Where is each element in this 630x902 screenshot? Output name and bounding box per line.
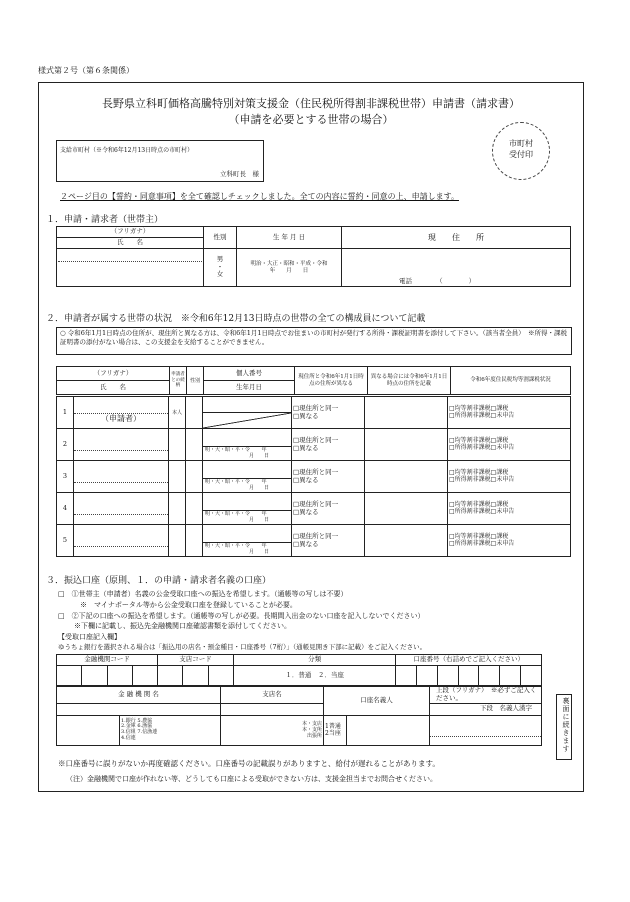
tax-option-1[interactable]: □均等割非課税□課税 <box>449 436 509 444</box>
address-check[interactable] <box>292 397 365 429</box>
branch-type-2: 本・支所 <box>301 727 322 734</box>
address-check[interactable] <box>292 525 365 557</box>
tax-option-2[interactable]: □所得割非課税□未申告 <box>449 475 515 483</box>
diff-addr-option[interactable]: □異なる <box>293 443 319 452</box>
category-options[interactable]: １．普通 ２．当座 <box>233 666 396 686</box>
form-number: 様式第２号（第６条関係） <box>38 66 134 75</box>
confirm-statement: ２ページ目の【誓約・同意事項】を全て確認しチェックしました。全ての内容に誓約・同意の上、申請します。 <box>60 192 459 201</box>
tax-option-2[interactable]: □所得割非課税□未申告 <box>449 507 515 515</box>
branch-code-header: 支店コード <box>158 655 234 666</box>
phone-label: 電話 <box>399 277 412 286</box>
prior-address-field[interactable] <box>365 429 448 461</box>
account-header: 口座番号（右詰めでご記入ください） <box>396 655 542 666</box>
notice-box: ○ 令和6年1月1日時点の住所が、現住所と異なる方は、令和6年1月1日時点でお住まいの市町村が発行する所得・課税証明書を添付して下さい。（該当者全員） ※所得・課税証明書の添付がない場合は、この支援金を支給することができません。 <box>56 327 572 355</box>
bank-name-field[interactable] <box>57 715 120 745</box>
row-number: 3 <box>57 461 74 493</box>
birth-field[interactable] <box>203 525 292 557</box>
section2-subtitle: ※令和6年12月13日時点の世帯の全ての構成員について記載 <box>180 314 426 324</box>
tax-option-2[interactable]: □所得割非課税□未申告 <box>449 411 515 419</box>
bank-type-options[interactable] <box>120 715 221 745</box>
member-name-field[interactable] <box>74 525 169 557</box>
same-addr-option[interactable]: □現住所と同一 <box>293 499 339 508</box>
prior-address-field[interactable] <box>365 525 448 557</box>
month-day: 月 日 <box>249 548 270 555</box>
reception-stamp-area <box>492 122 550 180</box>
diff-addr-option[interactable]: □異なる <box>293 411 319 420</box>
section2-title-text: ２．申請者が属する世帯の状況 <box>46 314 173 324</box>
acct-4[interactable] <box>458 666 479 686</box>
row-number: 2 <box>57 429 74 461</box>
acct-3[interactable] <box>437 666 458 686</box>
bank-name-table <box>56 686 542 746</box>
applicant-name-field[interactable] <box>57 249 204 287</box>
h-birth: 生年月日 <box>204 381 295 395</box>
household-row <box>56 428 571 461</box>
same-addr-option[interactable]: □現住所と同一 <box>293 435 339 444</box>
acct-1[interactable] <box>396 666 417 686</box>
holder-name-field[interactable] <box>430 715 542 745</box>
furigana-header: （フリガナ） <box>57 227 204 238</box>
option1[interactable]: □ ①世帯主（申請者）名義の公金受取口座への振込を希望します。（通帳等の写しは不要） <box>58 590 348 598</box>
member-gender[interactable] <box>186 493 203 525</box>
bank-type-3: 3.信組 <box>121 729 136 736</box>
address-check[interactable] <box>292 429 365 461</box>
bank-code-header: 金融機関コード <box>57 655 158 666</box>
gender-header: 性別 <box>204 227 237 249</box>
member-relation[interactable]: 本人 <box>169 397 186 429</box>
bank-type-6: 6.漁協 <box>137 723 153 730</box>
lower-label: 下段 名義人漢字 <box>430 703 542 715</box>
acct-2[interactable] <box>417 666 438 686</box>
prior-address-field[interactable] <box>365 493 448 525</box>
tax-status[interactable] <box>448 429 571 461</box>
member-gender[interactable] <box>186 397 203 429</box>
acct-type-options[interactable] <box>324 715 347 745</box>
birth-header: 生 年 月 日 <box>237 227 342 249</box>
year-label: 年 <box>261 446 267 453</box>
h-relation: 申請者との続柄 <box>170 367 187 395</box>
h-addr-diff: 異なる場合には令和6年1月1日時点の住所を記載 <box>368 367 451 395</box>
account-note: （注）金融機関で口座が作れない等、どうしても口座による受取ができない方は、支援金担当までお問合せください。 <box>66 775 437 783</box>
member-relation[interactable] <box>169 429 186 461</box>
addressee-label: 支給市町村（※令和6年12月13日時点の市町村） <box>60 147 194 154</box>
diff-addr-option[interactable]: □異なる <box>293 539 319 548</box>
acct-5[interactable] <box>479 666 500 686</box>
bank-code-2[interactable] <box>82 666 107 686</box>
account-warning: ※口座番号に誤りがないか再度確認ください。口座番号の記載誤りがありますと、給付が遅れることがあります。 <box>58 759 440 768</box>
gender-female: 女 <box>216 270 224 279</box>
section3-title: ３．振込口座（原則、１．の申請・請求者名義の口座） <box>46 576 272 586</box>
address-header: 現 住 所 <box>342 227 571 249</box>
era-short: 明・大・昭・平・令 <box>205 478 251 485</box>
applicant-table <box>56 226 571 287</box>
address-check[interactable] <box>292 493 365 525</box>
h-gender: 性別 <box>187 367 204 395</box>
address-check[interactable] <box>292 461 365 493</box>
h-tax: 令和6年度住民税均等割課税状況 <box>451 367 571 395</box>
member-gender[interactable] <box>186 461 203 493</box>
tax-status[interactable] <box>448 525 571 557</box>
option2[interactable]: □ ②下記の口座への振込を希望します。（通帳等の写しが必要。長期間入出金のない口座を記入しないでください） <box>58 612 425 620</box>
member-relation[interactable] <box>169 493 186 525</box>
row-number: 4 <box>57 493 74 525</box>
option2-note: ※下欄に記載し、振込先金融機関口座確認書類を添付してください。 <box>74 622 291 630</box>
bank-type-5: 5.農協 <box>137 717 153 724</box>
bank-type-1: 1.銀行 <box>121 717 136 724</box>
era-short: 明・大・昭・平・令 <box>205 510 251 517</box>
birth-ymd: 年 月 日 <box>269 267 309 274</box>
yucho-note: ゆうちょ銀行を選択される場合は「振込用の店名・預金種目・口座番号（7桁）」（通帳見開き下部に記載）をご記入ください。 <box>58 643 427 651</box>
tax-option-1[interactable]: □均等割非課税□課税 <box>449 468 509 476</box>
branch-name-header: 支店名 <box>221 687 324 704</box>
bank-table <box>56 654 542 686</box>
diff-addr-option[interactable]: □異なる <box>293 475 319 484</box>
branch-code-3[interactable] <box>208 666 233 686</box>
h-addr-same: 現住所と令和6年1月1日時点の住所が異なる <box>295 367 368 395</box>
household-table <box>56 366 571 395</box>
month-day: 月 日 <box>249 484 270 491</box>
stamp-line1: 市町村 <box>509 139 533 148</box>
month-day: 月 日 <box>249 452 270 459</box>
same-addr-option[interactable]: □現住所と同一 <box>293 403 339 412</box>
member-name-field[interactable] <box>74 397 169 429</box>
same-addr-option[interactable]: □現住所と同一 <box>293 467 339 476</box>
year-label: 年 <box>261 478 267 485</box>
bank-code-1[interactable] <box>57 666 82 686</box>
branch-type-3: 出張所 <box>306 733 322 740</box>
tax-option-2[interactable]: □所得割非課税□未申告 <box>449 539 515 547</box>
acct-type-2: 2当座 <box>325 730 341 738</box>
tax-status[interactable] <box>448 493 571 525</box>
tax-status[interactable] <box>448 397 571 429</box>
holder-field[interactable] <box>347 715 430 745</box>
upper-label: 上段（フリガナ） ※必ずご記入ください。 <box>430 687 542 704</box>
bank-type-7: 7.信漁連 <box>137 729 158 736</box>
tax-option-1[interactable]: □均等割非課税□課税 <box>449 532 509 540</box>
bank-type-2: 2.金庫 <box>121 723 136 730</box>
branch-code-1[interactable] <box>158 666 183 686</box>
acct-7[interactable] <box>520 666 541 686</box>
gender-male: 男 <box>216 254 224 263</box>
form-title: 長野県立科町価格高騰特別対策支援金（住民税所得割非課税世帯）申請書（請求書） <box>102 97 520 110</box>
acct-6[interactable] <box>500 666 521 686</box>
h-name: 氏 名 <box>57 381 170 395</box>
era-short: 明・大・昭・平・令 <box>205 542 251 549</box>
member-name-field[interactable] <box>74 429 169 461</box>
tax-status[interactable] <box>448 461 571 493</box>
prior-address-field[interactable] <box>365 461 448 493</box>
same-addr-option[interactable]: □現住所と同一 <box>293 531 339 540</box>
household-row <box>56 396 571 429</box>
era-options: 明治・大正・昭和・平成・令和 <box>250 260 328 267</box>
tax-option-1[interactable]: □均等割非課税□課税 <box>449 404 509 412</box>
bank-type-4: 4.信連 <box>121 734 136 741</box>
h-mynumber: 個人番号 <box>204 367 295 381</box>
birth-field[interactable] <box>203 493 292 525</box>
tax-option-1[interactable]: □均等割非課税□課税 <box>449 500 509 508</box>
stamp-line2: 受付印 <box>509 150 533 159</box>
branch-code-2[interactable] <box>183 666 208 686</box>
bank-code-4[interactable] <box>132 666 157 686</box>
name-header: 氏 名 <box>57 238 204 249</box>
era-short: 明・大・昭・平・令 <box>205 446 251 453</box>
addressee-mayor: 立科町長 様 <box>220 170 259 178</box>
row-number: 5 <box>57 525 74 557</box>
member-gender[interactable] <box>186 525 203 557</box>
birth-field[interactable] <box>203 461 292 493</box>
member-name: （申請者） <box>101 413 141 423</box>
member-relation[interactable] <box>169 525 186 557</box>
household-row <box>56 460 571 493</box>
member-name-field[interactable] <box>74 461 169 493</box>
gender-field[interactable] <box>204 249 237 287</box>
birth-field[interactable] <box>203 429 292 461</box>
acct-type-1: 1普通 <box>325 722 341 730</box>
entry-title: 【受取口座記入欄】 <box>58 633 121 641</box>
section2-title <box>46 311 425 324</box>
address-field[interactable] <box>342 249 571 287</box>
member-relation[interactable] <box>169 461 186 493</box>
form-subtitle: （申請を必要とする世帯の場合） <box>228 113 394 126</box>
birth-field[interactable] <box>203 397 292 429</box>
row-number: 1 <box>57 397 74 429</box>
household-row <box>56 492 571 525</box>
month-day: 月 日 <box>249 516 270 523</box>
continue-note: 裏面に続きます <box>556 694 572 760</box>
category-header: 分類 <box>233 655 396 666</box>
h-furigana: （フリガナ） <box>57 367 170 381</box>
diff-addr-option[interactable]: □異なる <box>293 507 319 516</box>
prior-address-field[interactable] <box>365 397 448 429</box>
addressee-box <box>56 140 264 182</box>
option1-note: ※ マイナポータル等から公金受取口座を登録していることが必要。 <box>80 601 297 609</box>
branch-type-1: 本・支店 <box>301 721 322 728</box>
tax-option-2[interactable]: □所得割非課税□未申告 <box>449 443 515 451</box>
holder-header: 口座名義人 <box>324 687 430 716</box>
member-name-field[interactable] <box>74 493 169 525</box>
phone-field[interactable]: （ ） <box>436 277 476 286</box>
member-gender[interactable] <box>186 429 203 461</box>
bank-name-header: 金 融 機 関 名 <box>57 687 221 704</box>
year-label: 年 <box>261 542 267 549</box>
gender-dot: ・ <box>216 262 224 271</box>
bank-code-3[interactable] <box>107 666 132 686</box>
section1-title: １．申請・請求者（世帯主） <box>46 215 164 225</box>
birth-field[interactable] <box>237 249 342 287</box>
year-label: 年 <box>261 510 267 517</box>
branch-type-options[interactable] <box>221 715 324 745</box>
household-row <box>56 524 571 557</box>
